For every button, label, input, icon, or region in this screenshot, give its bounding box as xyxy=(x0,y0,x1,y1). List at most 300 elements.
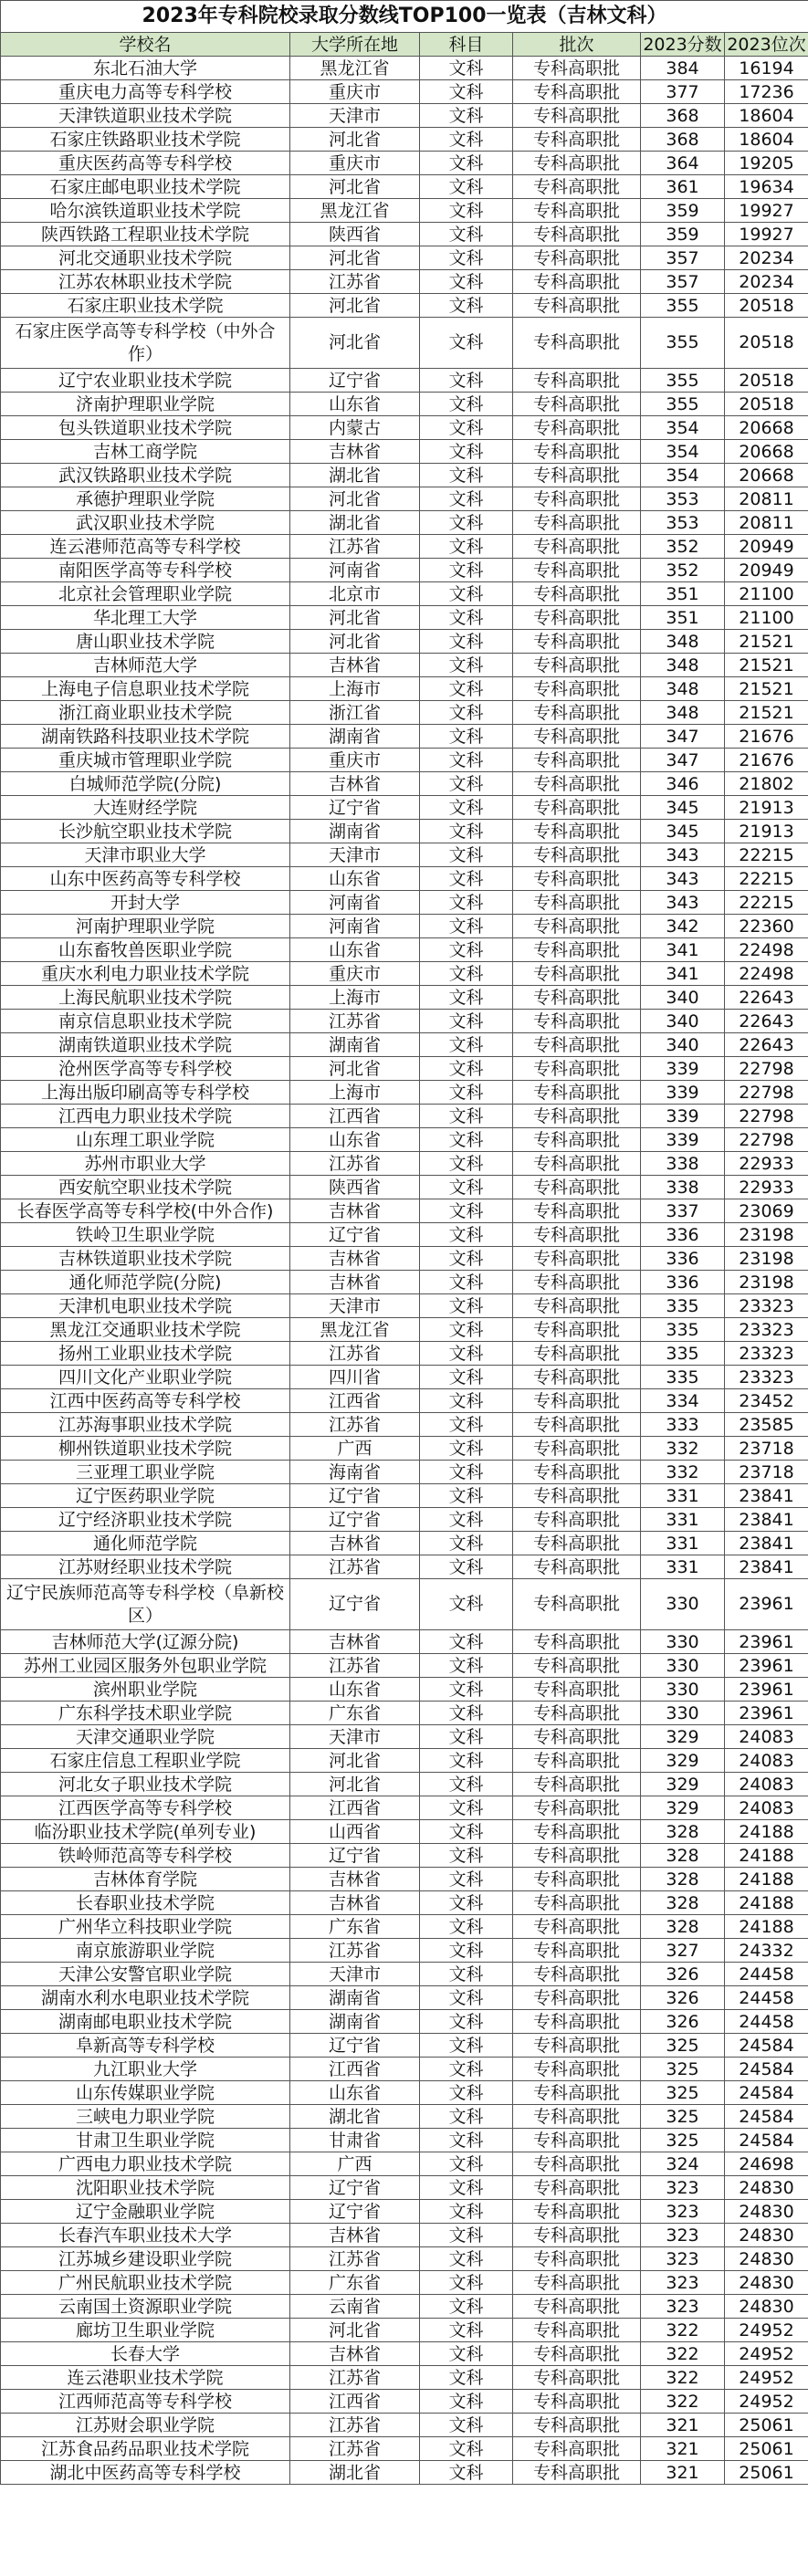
score-cell: 330 xyxy=(641,1630,725,1654)
score-cell: 336 xyxy=(641,1247,725,1271)
subject-cell: 文科 xyxy=(420,80,513,104)
rank-cell: 24332 xyxy=(725,1939,808,1963)
rank-cell: 23961 xyxy=(725,1702,808,1725)
table-row xyxy=(1,1271,808,1294)
school-name-cell: 连云港师范高等专科学校 xyxy=(1,535,290,559)
score-cell: 331 xyxy=(641,1508,725,1532)
score-cell: 321 xyxy=(641,2461,725,2485)
score-cell: 351 xyxy=(641,606,725,630)
score-cell: 328 xyxy=(641,1844,725,1868)
score-cell: 345 xyxy=(641,820,725,843)
rank-cell: 22498 xyxy=(725,962,808,986)
table-row xyxy=(1,223,808,246)
location-cell: 广东省 xyxy=(290,1702,420,1725)
rank-cell: 24458 xyxy=(725,1963,808,1986)
location-cell: 辽宁省 xyxy=(290,796,420,820)
school-name-cell: 山东传媒职业学院 xyxy=(1,2081,290,2105)
table-row xyxy=(1,772,808,796)
school-name-cell: 东北石油大学 xyxy=(1,57,290,80)
subject-cell: 文科 xyxy=(420,199,513,223)
table-row xyxy=(1,270,808,294)
batch-cell: 专科高职批 xyxy=(513,1342,641,1366)
table-row xyxy=(1,2342,808,2366)
subject-cell: 文科 xyxy=(420,986,513,1010)
school-name-cell: 济南护理职业学院 xyxy=(1,393,290,416)
subject-cell: 文科 xyxy=(420,1820,513,1844)
score-cell: 330 xyxy=(641,1702,725,1725)
location-cell: 湖南省 xyxy=(290,1033,420,1057)
table-row xyxy=(1,2034,808,2058)
batch-cell: 专科高职批 xyxy=(513,511,641,535)
table-row xyxy=(1,2224,808,2247)
location-cell: 四川省 xyxy=(290,1366,420,1389)
table-row xyxy=(1,440,808,464)
school-name-cell: 江苏食品药品职业技术学院 xyxy=(1,2437,290,2461)
subject-cell: 文科 xyxy=(420,1508,513,1532)
school-name-cell: 长春大学 xyxy=(1,2342,290,2366)
table-row xyxy=(1,1437,808,1461)
score-cell: 343 xyxy=(641,867,725,891)
subject-cell: 文科 xyxy=(420,1389,513,1413)
batch-cell: 专科高职批 xyxy=(513,1484,641,1508)
school-name-cell: 江苏财经职业技术学院 xyxy=(1,1555,290,1579)
rank-cell: 20234 xyxy=(725,246,808,270)
score-cell: 377 xyxy=(641,80,725,104)
table-row xyxy=(1,1555,808,1579)
location-cell: 甘肃省 xyxy=(290,2129,420,2152)
table-body xyxy=(1,57,808,2485)
school-name-cell: 滨州职业学院 xyxy=(1,1678,290,1702)
subject-cell: 文科 xyxy=(420,1199,513,1223)
batch-cell: 专科高职批 xyxy=(513,1678,641,1702)
score-cell: 328 xyxy=(641,1891,725,1915)
location-cell: 广西 xyxy=(290,2152,420,2176)
location-cell: 江苏省 xyxy=(290,2414,420,2437)
school-name-cell: 吉林师范大学(辽源分院) xyxy=(1,1630,290,1654)
table-row xyxy=(1,2461,808,2485)
table-row xyxy=(1,175,808,199)
batch-cell: 专科高职批 xyxy=(513,199,641,223)
school-name-cell: 吉林师范大学 xyxy=(1,654,290,677)
batch-cell: 专科高职批 xyxy=(513,1891,641,1915)
location-cell: 吉林省 xyxy=(290,2342,420,2366)
school-name-cell: 北京社会管理职业学院 xyxy=(1,582,290,606)
table-row xyxy=(1,104,808,128)
location-cell: 重庆市 xyxy=(290,962,420,986)
location-cell: 辽宁省 xyxy=(290,2176,420,2200)
school-name-cell: 南京信息职业技术学院 xyxy=(1,1010,290,1033)
rank-cell: 17236 xyxy=(725,80,808,104)
rank-cell: 24458 xyxy=(725,2010,808,2034)
score-cell: 342 xyxy=(641,915,725,938)
subject-cell: 文科 xyxy=(420,701,513,725)
header-score-2023: 2023分数 xyxy=(641,33,725,57)
rank-cell: 25061 xyxy=(725,2461,808,2485)
location-cell: 江苏省 xyxy=(290,1342,420,1366)
batch-cell: 专科高职批 xyxy=(513,749,641,772)
table-row xyxy=(1,2081,808,2105)
rank-cell: 22215 xyxy=(725,843,808,867)
batch-cell: 专科高职批 xyxy=(513,1915,641,1939)
location-cell: 黑龙江省 xyxy=(290,57,420,80)
score-cell: 348 xyxy=(641,677,725,701)
subject-cell: 文科 xyxy=(420,1318,513,1342)
score-cell: 323 xyxy=(641,2176,725,2200)
table-row xyxy=(1,1963,808,1986)
table-row xyxy=(1,2200,808,2224)
table-row xyxy=(1,1105,808,1128)
location-cell: 辽宁省 xyxy=(290,1844,420,1868)
subject-cell: 文科 xyxy=(420,2034,513,2058)
rank-cell: 24952 xyxy=(725,2342,808,2366)
subject-cell: 文科 xyxy=(420,104,513,128)
score-cell: 322 xyxy=(641,2390,725,2414)
location-cell: 广东省 xyxy=(290,2271,420,2295)
score-cell: 331 xyxy=(641,1532,725,1555)
location-cell: 江苏省 xyxy=(290,2437,420,2461)
rank-cell: 22360 xyxy=(725,915,808,938)
subject-cell: 文科 xyxy=(420,1749,513,1773)
rank-cell: 20668 xyxy=(725,464,808,487)
score-cell: 355 xyxy=(641,369,725,393)
rank-cell: 21521 xyxy=(725,654,808,677)
score-cell: 359 xyxy=(641,223,725,246)
subject-cell: 文科 xyxy=(420,1630,513,1654)
school-name-cell: 吉林体育学院 xyxy=(1,1868,290,1891)
table-row xyxy=(1,1820,808,1844)
table-row xyxy=(1,246,808,270)
score-cell: 328 xyxy=(641,1868,725,1891)
batch-cell: 专科高职批 xyxy=(513,606,641,630)
batch-cell: 专科高职批 xyxy=(513,487,641,511)
batch-cell: 专科高职批 xyxy=(513,104,641,128)
rank-cell: 20518 xyxy=(725,318,808,369)
rank-cell: 23452 xyxy=(725,1389,808,1413)
batch-cell: 专科高职批 xyxy=(513,369,641,393)
school-name-cell: 河北交通职业技术学院 xyxy=(1,246,290,270)
subject-cell: 文科 xyxy=(420,1223,513,1247)
batch-cell: 专科高职批 xyxy=(513,464,641,487)
table-row xyxy=(1,1939,808,1963)
score-cell: 339 xyxy=(641,1081,725,1105)
subject-cell: 文科 xyxy=(420,559,513,582)
rank-cell: 24584 xyxy=(725,2034,808,2058)
location-cell: 河北省 xyxy=(290,487,420,511)
school-name-cell: 石家庄医学高等专科学校（中外合作） xyxy=(1,318,290,369)
school-name-cell: 山东理工职业学院 xyxy=(1,1128,290,1152)
rank-cell: 16194 xyxy=(725,57,808,80)
location-cell: 江苏省 xyxy=(290,1010,420,1033)
score-cell: 346 xyxy=(641,772,725,796)
school-name-cell: 阜新高等专科学校 xyxy=(1,2034,290,2058)
batch-cell: 专科高职批 xyxy=(513,654,641,677)
batch-cell: 专科高职批 xyxy=(513,1057,641,1081)
subject-cell: 文科 xyxy=(420,416,513,440)
batch-cell: 专科高职批 xyxy=(513,1366,641,1389)
location-cell: 河北省 xyxy=(290,1773,420,1796)
score-cell: 348 xyxy=(641,630,725,654)
batch-cell: 专科高职批 xyxy=(513,820,641,843)
subject-cell: 文科 xyxy=(420,1247,513,1271)
batch-cell: 专科高职批 xyxy=(513,2342,641,2366)
rank-cell: 23841 xyxy=(725,1555,808,1579)
batch-cell: 专科高职批 xyxy=(513,246,641,270)
score-cell: 329 xyxy=(641,1725,725,1749)
table-row xyxy=(1,1532,808,1555)
school-name-cell: 石家庄邮电职业技术学院 xyxy=(1,175,290,199)
batch-cell: 专科高职批 xyxy=(513,1963,641,1986)
table-row xyxy=(1,1773,808,1796)
location-cell: 吉林省 xyxy=(290,2224,420,2247)
subject-cell: 文科 xyxy=(420,1654,513,1678)
batch-cell: 专科高职批 xyxy=(513,1844,641,1868)
school-name-cell: 铁岭卫生职业学院 xyxy=(1,1223,290,1247)
subject-cell: 文科 xyxy=(420,223,513,246)
school-name-cell: 苏州工业园区服务外包职业学院 xyxy=(1,1654,290,1678)
school-name-cell: 开封大学 xyxy=(1,891,290,915)
score-cell: 384 xyxy=(641,57,725,80)
location-cell: 江苏省 xyxy=(290,1413,420,1437)
rank-cell: 22643 xyxy=(725,1010,808,1033)
batch-cell: 专科高职批 xyxy=(513,1247,641,1271)
batch-cell: 专科高职批 xyxy=(513,1105,641,1128)
rank-cell: 24830 xyxy=(725,2295,808,2319)
column-header-row xyxy=(1,33,808,57)
school-name-cell: 九江职业大学 xyxy=(1,2058,290,2081)
score-cell: 323 xyxy=(641,2247,725,2271)
table-row xyxy=(1,1986,808,2010)
batch-cell: 专科高职批 xyxy=(513,1176,641,1199)
batch-cell: 专科高职批 xyxy=(513,2105,641,2129)
rank-cell: 21521 xyxy=(725,701,808,725)
location-cell: 黑龙江省 xyxy=(290,199,420,223)
batch-cell: 专科高职批 xyxy=(513,677,641,701)
batch-cell: 专科高职批 xyxy=(513,1223,641,1247)
subject-cell: 文科 xyxy=(420,1579,513,1630)
batch-cell: 专科高职批 xyxy=(513,796,641,820)
table-row xyxy=(1,962,808,986)
school-name-cell: 山东畜牧兽医职业学院 xyxy=(1,938,290,962)
school-name-cell: 铁岭师范高等专科学校 xyxy=(1,1844,290,1868)
table-row xyxy=(1,891,808,915)
batch-cell: 专科高职批 xyxy=(513,2437,641,2461)
score-cell: 329 xyxy=(641,1773,725,1796)
school-name-cell: 天津机电职业技术学院 xyxy=(1,1294,290,1318)
batch-cell: 专科高职批 xyxy=(513,559,641,582)
rank-cell: 22798 xyxy=(725,1057,808,1081)
header-subject: 科目 xyxy=(420,33,513,57)
school-name-cell: 湖南水利水电职业技术学院 xyxy=(1,1986,290,2010)
subject-cell: 文科 xyxy=(420,677,513,701)
rank-cell: 22798 xyxy=(725,1081,808,1105)
school-name-cell: 上海民航职业技术学院 xyxy=(1,986,290,1010)
table-row xyxy=(1,1057,808,1081)
score-cell: 335 xyxy=(641,1366,725,1389)
school-name-cell: 南京旅游职业学院 xyxy=(1,1939,290,1963)
school-name-cell: 江西电力职业技术学院 xyxy=(1,1105,290,1128)
score-cell: 357 xyxy=(641,270,725,294)
score-cell: 364 xyxy=(641,152,725,175)
table-row xyxy=(1,1223,808,1247)
table-row xyxy=(1,654,808,677)
batch-cell: 专科高职批 xyxy=(513,2176,641,2200)
batch-cell: 专科高职批 xyxy=(513,2129,641,2152)
batch-cell: 专科高职批 xyxy=(513,1271,641,1294)
location-cell: 天津市 xyxy=(290,1963,420,1986)
location-cell: 河北省 xyxy=(290,318,420,369)
subject-cell: 文科 xyxy=(420,1152,513,1176)
subject-cell: 文科 xyxy=(420,57,513,80)
school-name-cell: 河南护理职业学院 xyxy=(1,915,290,938)
location-cell: 重庆市 xyxy=(290,749,420,772)
subject-cell: 文科 xyxy=(420,1868,513,1891)
location-cell: 湖南省 xyxy=(290,820,420,843)
table-row xyxy=(1,749,808,772)
subject-cell: 文科 xyxy=(420,1939,513,1963)
batch-cell: 专科高职批 xyxy=(513,1508,641,1532)
rank-cell: 21521 xyxy=(725,677,808,701)
subject-cell: 文科 xyxy=(420,2058,513,2081)
location-cell: 江苏省 xyxy=(290,270,420,294)
batch-cell: 专科高职批 xyxy=(513,891,641,915)
table-row xyxy=(1,152,808,175)
location-cell: 吉林省 xyxy=(290,1891,420,1915)
score-cell: 330 xyxy=(641,1654,725,1678)
batch-cell: 专科高职批 xyxy=(513,1461,641,1484)
rank-cell: 24188 xyxy=(725,1891,808,1915)
table-row xyxy=(1,1796,808,1820)
location-cell: 海南省 xyxy=(290,1461,420,1484)
location-cell: 吉林省 xyxy=(290,440,420,464)
rank-cell: 18604 xyxy=(725,128,808,152)
batch-cell: 专科高职批 xyxy=(513,843,641,867)
subject-cell: 文科 xyxy=(420,820,513,843)
location-cell: 山西省 xyxy=(290,1820,420,1844)
location-cell: 陕西省 xyxy=(290,223,420,246)
location-cell: 天津市 xyxy=(290,104,420,128)
score-cell: 340 xyxy=(641,1033,725,1057)
rank-cell: 24584 xyxy=(725,2058,808,2081)
table-row xyxy=(1,511,808,535)
subject-cell: 文科 xyxy=(420,891,513,915)
subject-cell: 文科 xyxy=(420,2271,513,2295)
batch-cell: 专科高职批 xyxy=(513,2200,641,2224)
rank-cell: 21521 xyxy=(725,630,808,654)
score-cell: 353 xyxy=(641,487,725,511)
rank-cell: 21100 xyxy=(725,582,808,606)
location-cell: 江苏省 xyxy=(290,535,420,559)
score-cell: 345 xyxy=(641,796,725,820)
table-title: 2023年专科院校录取分数线TOP100一览表（吉林文科） xyxy=(1,1,808,33)
score-cell: 354 xyxy=(641,464,725,487)
school-name-cell: 山东中医药高等专科学校 xyxy=(1,867,290,891)
school-name-cell: 唐山职业技术学院 xyxy=(1,630,290,654)
subject-cell: 文科 xyxy=(420,1271,513,1294)
subject-cell: 文科 xyxy=(420,1915,513,1939)
batch-cell: 专科高职批 xyxy=(513,1437,641,1461)
school-name-cell: 江苏海事职业技术学院 xyxy=(1,1413,290,1437)
table-row xyxy=(1,2295,808,2319)
location-cell: 重庆市 xyxy=(290,152,420,175)
batch-cell: 专科高职批 xyxy=(513,772,641,796)
rank-cell: 24830 xyxy=(725,2224,808,2247)
subject-cell: 文科 xyxy=(420,175,513,199)
school-name-cell: 重庆城市管理职业学院 xyxy=(1,749,290,772)
rank-cell: 20668 xyxy=(725,440,808,464)
school-name-cell: 三峡电力职业学院 xyxy=(1,2105,290,2129)
rank-cell: 24952 xyxy=(725,2390,808,2414)
batch-cell: 专科高职批 xyxy=(513,1389,641,1413)
batch-cell: 专科高职批 xyxy=(513,223,641,246)
score-cell: 359 xyxy=(641,199,725,223)
rank-cell: 22498 xyxy=(725,938,808,962)
score-cell: 354 xyxy=(641,416,725,440)
score-cell: 335 xyxy=(641,1294,725,1318)
table-row xyxy=(1,1010,808,1033)
score-cell: 337 xyxy=(641,1199,725,1223)
batch-cell: 专科高职批 xyxy=(513,416,641,440)
score-cell: 340 xyxy=(641,986,725,1010)
school-name-cell: 南阳医学高等专科学校 xyxy=(1,559,290,582)
subject-cell: 文科 xyxy=(420,749,513,772)
location-cell: 辽宁省 xyxy=(290,1508,420,1532)
location-cell: 吉林省 xyxy=(290,1199,420,1223)
location-cell: 湖北省 xyxy=(290,2105,420,2129)
subject-cell: 文科 xyxy=(420,1057,513,1081)
location-cell: 湖南省 xyxy=(290,1986,420,2010)
table-row xyxy=(1,701,808,725)
school-name-cell: 天津公安警官职业学院 xyxy=(1,1963,290,1986)
score-cell: 338 xyxy=(641,1152,725,1176)
location-cell: 河南省 xyxy=(290,559,420,582)
school-name-cell: 包头铁道职业技术学院 xyxy=(1,416,290,440)
location-cell: 浙江省 xyxy=(290,701,420,725)
score-cell: 335 xyxy=(641,1342,725,1366)
location-cell: 广东省 xyxy=(290,1915,420,1939)
school-name-cell: 天津市职业大学 xyxy=(1,843,290,867)
batch-cell: 专科高职批 xyxy=(513,2058,641,2081)
batch-cell: 专科高职批 xyxy=(513,1820,641,1844)
table-row xyxy=(1,2010,808,2034)
score-cell: 321 xyxy=(641,2437,725,2461)
subject-cell: 文科 xyxy=(420,654,513,677)
location-cell: 江苏省 xyxy=(290,1654,420,1678)
table-row xyxy=(1,2390,808,2414)
score-cell: 352 xyxy=(641,559,725,582)
batch-cell: 专科高职批 xyxy=(513,1294,641,1318)
score-cell: 325 xyxy=(641,2081,725,2105)
score-cell: 323 xyxy=(641,2271,725,2295)
table-row xyxy=(1,80,808,104)
location-cell: 山东省 xyxy=(290,1128,420,1152)
batch-cell: 专科高职批 xyxy=(513,1010,641,1033)
table-row xyxy=(1,1868,808,1891)
location-cell: 辽宁省 xyxy=(290,1579,420,1630)
location-cell: 河北省 xyxy=(290,246,420,270)
subject-cell: 文科 xyxy=(420,1342,513,1366)
location-cell: 河南省 xyxy=(290,915,420,938)
location-cell: 河北省 xyxy=(290,128,420,152)
score-cell: 323 xyxy=(641,2224,725,2247)
rank-cell: 20668 xyxy=(725,416,808,440)
table-row xyxy=(1,630,808,654)
rank-cell: 22643 xyxy=(725,1033,808,1057)
batch-cell: 专科高职批 xyxy=(513,2414,641,2437)
school-name-cell: 辽宁农业职业技术学院 xyxy=(1,369,290,393)
table-row xyxy=(1,1915,808,1939)
table-row xyxy=(1,915,808,938)
score-cell: 336 xyxy=(641,1223,725,1247)
